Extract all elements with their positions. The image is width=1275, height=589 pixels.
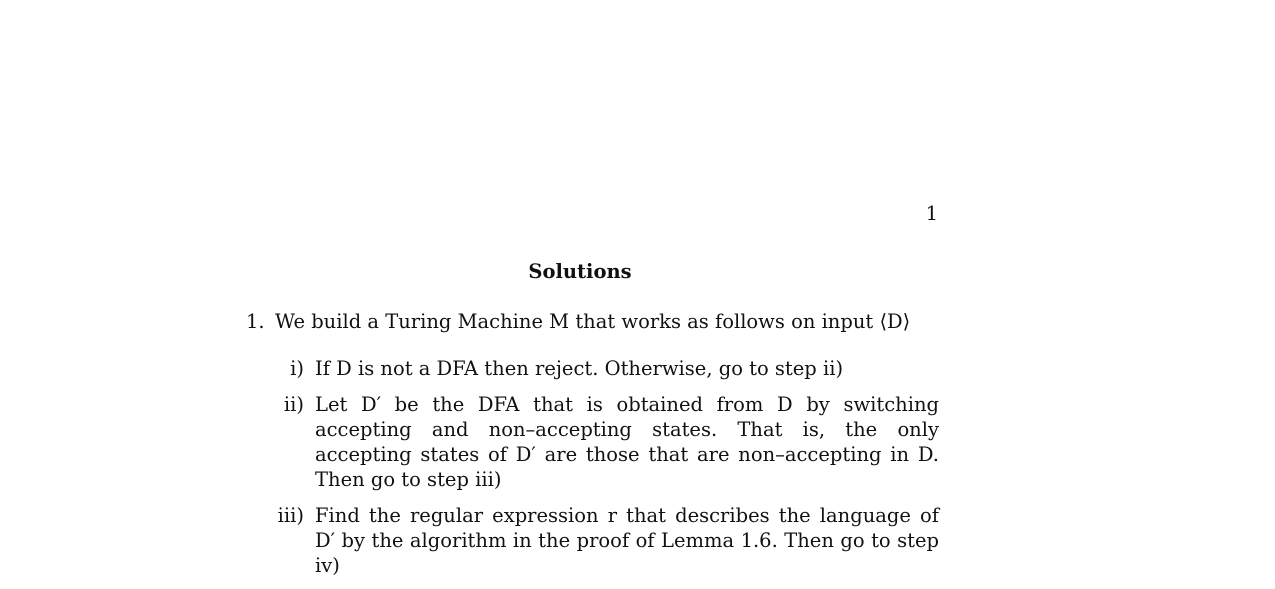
step-label: i) xyxy=(290,357,304,380)
page-number: 1 xyxy=(925,202,938,225)
step-label: iii) xyxy=(277,504,304,527)
step-text: Let D′ be the DFA that is obtained from D by switching accepting and non–accepting states. That is, the only accepting states of D′ are those that are non–accepting in D. Then go to step iii) xyxy=(315,393,939,491)
problem-intro: We build a Turing Machine M that works as follows on input ⟨D⟩ xyxy=(275,310,911,333)
problem-number: 1. xyxy=(246,310,265,333)
step-list xyxy=(260,356,940,589)
problem-1 xyxy=(246,309,946,335)
step-item xyxy=(260,392,940,492)
section-title: Solutions xyxy=(528,260,632,283)
step-label: ii) xyxy=(283,393,304,416)
step-text: If D is not a DFA then reject. Otherwise, go to step ii) xyxy=(315,357,844,380)
step-item xyxy=(260,356,940,381)
step-item xyxy=(260,503,940,578)
step-text: Find the regular expression r that describes the language of D′ by the algorithm in the proof of Lemma 1.6. Then go to step iv) xyxy=(315,504,939,577)
